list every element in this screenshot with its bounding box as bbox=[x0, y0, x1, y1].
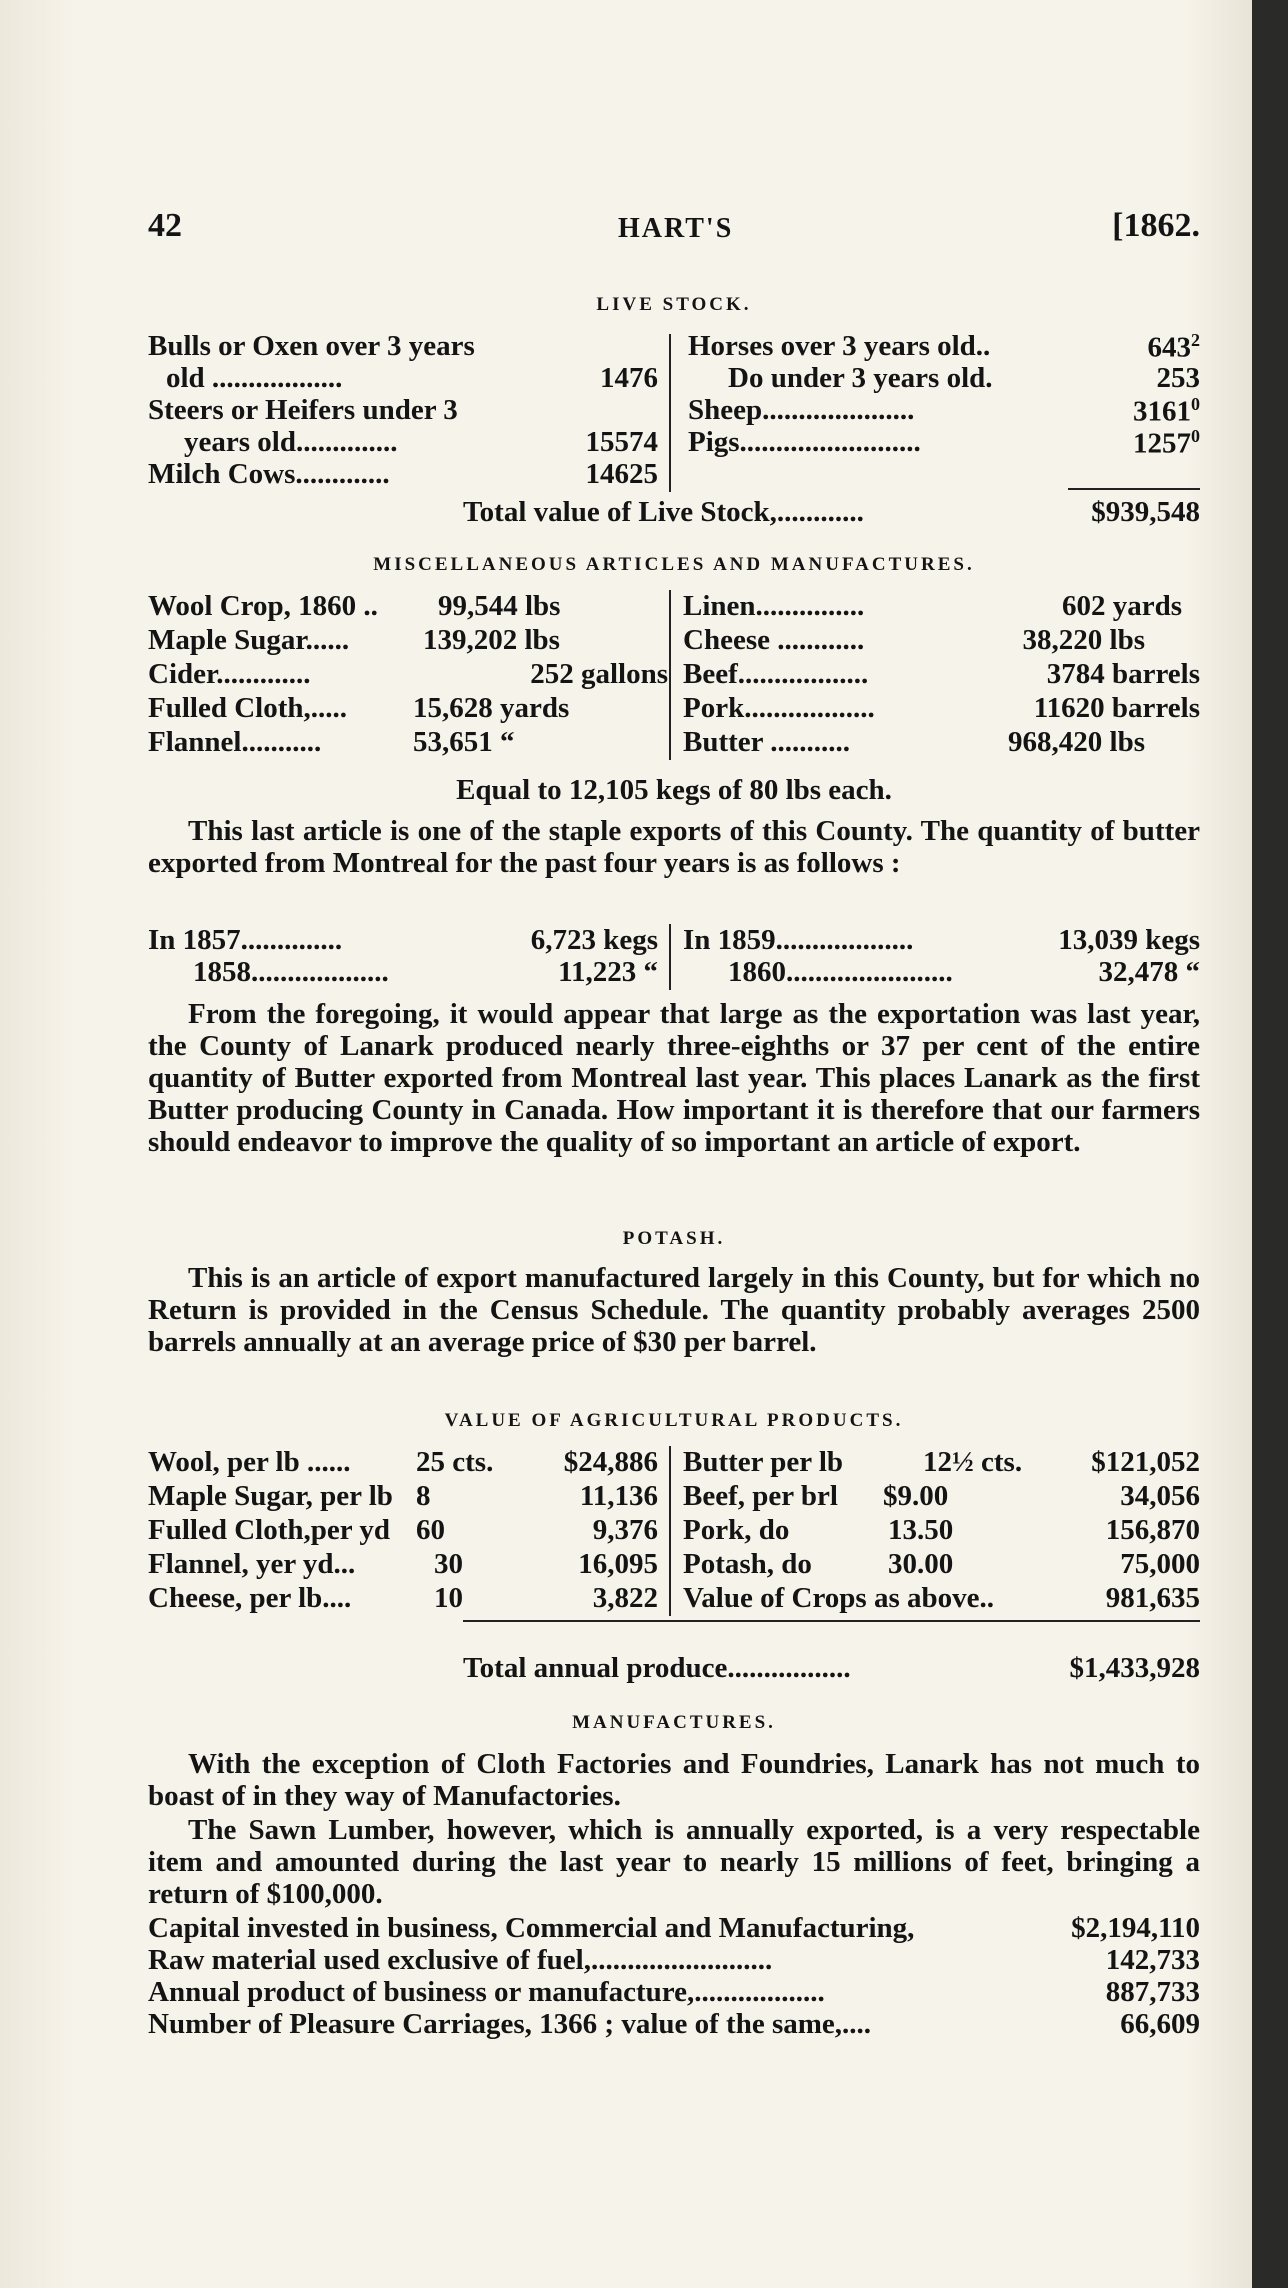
total-row: Total annual produce................. $1,433,928 bbox=[463, 1652, 1200, 1684]
table-row: Fulled Cloth,per yd 60 9,376 Pork, do 13.50 156,870 bbox=[148, 1514, 1200, 1546]
section-heading-agricultural: VALUE OF AGRICULTURAL PRODUCTS. bbox=[444, 1410, 904, 1431]
section-heading-potash: POTASH. bbox=[622, 1228, 726, 1249]
table-row: Wool, per lb ...... 25 cts. $24,886 Butter per lb 12½ cts. $121,052 bbox=[148, 1446, 1200, 1478]
table-row: Cider............. 252 gallons Beef.................. 3784 barrels bbox=[148, 658, 1200, 690]
table-row: Bulls or Oxen over 3 years Horses over 3 years old.. $643^2$ bbox=[148, 330, 1200, 364]
table-row: Steers or Heifers under 3 Sheep..................... 3161$^0$ bbox=[148, 394, 1200, 428]
table-row: Annual product of business or manufacture,.................. 887,733 bbox=[148, 1976, 1200, 2008]
table-row: Flannel, yer yd... 30 16,095 Potash, do 30.00 75,000 bbox=[148, 1548, 1200, 1580]
running-header bbox=[148, 207, 1200, 253]
table-row: 1858................... 11,223 “ 1860....................... 32,478 “ bbox=[193, 956, 1200, 988]
rule bbox=[1068, 488, 1200, 490]
table-row: old .................. 1476 Do under 3 years old. 253 bbox=[166, 362, 1200, 394]
page-edge-shadow bbox=[1252, 0, 1288, 2288]
paragraph-foregoing: From the foregoing, it would appear that large as the exportation was last year, the County of Lanark produced nearly three-eighths or 37 per cent of the entire quantity of Butter exported from Montreal last year. This places Lanark as the first Butter producing County in Canada. How important it is therefore that our farmers should endeavor to improve the quality of so important an article of export. bbox=[148, 998, 1200, 1158]
table-row: Number of Pleasure Carriages, 1366 ; value of the same,.... 66,609 bbox=[148, 2008, 1200, 2040]
table-row: Fulled Cloth,..... 15,628 yards Pork.................. 11620 barrels bbox=[148, 692, 1200, 724]
running-title: HART'S bbox=[618, 213, 734, 244]
paragraph-manufactures-1: With the exception of Cloth Factories and Foundries, Lanark has not much to boast of in they way of Manufactories. bbox=[148, 1748, 1200, 1812]
table-row: Raw material used exclusive of fuel,......................... 142,733 bbox=[148, 1944, 1200, 1976]
page-number: 42 bbox=[148, 207, 182, 244]
table-row: Milch Cows............. 14625 bbox=[148, 458, 658, 490]
table-row: Cheese, per lb.... 10 3,822 Value of Crops as above.. 981,635 bbox=[148, 1582, 1200, 1614]
table-row: Flannel........... 53,651 “ Butter ........... 968,420 lbs bbox=[148, 726, 1145, 758]
paragraph-potash: This is an article of export manufactured largely in this County, but for which no Return is provided in the Census Schedule. The quantity probably averages 2500 barrels annually at an average price of $30 per barrel. bbox=[148, 1262, 1200, 1358]
table-row: Capital invested in business, Commercial and Manufacturing, $2,194,110 bbox=[148, 1912, 1200, 1944]
table-row: Wool Crop, 1860 .. 99,544 lbs Linen............... 602 yards bbox=[148, 590, 1182, 622]
running-year: [1862. bbox=[1112, 207, 1200, 244]
table-row: In 1857.............. 6,723 kegs In 1859................... 13,039 kegs bbox=[148, 924, 1200, 956]
table-row: Maple Sugar, per lb 8 11,136 Beef, per brl $9.00 34,056 bbox=[148, 1480, 1200, 1512]
paragraph-manufactures-2: The Sawn Lumber, however, which is annually exported, is a very respectable item and amounted during the last year to nearly 15 millions of feet, bringing a return of $100,000. bbox=[148, 1814, 1200, 1910]
section-heading-misc: MISCELLANEOUS ARTICLES AND MANUFACTURES. bbox=[373, 554, 975, 575]
table-row: Maple Sugar...... 139,202 lbs Cheese ............ 38,220 lbs bbox=[148, 624, 1145, 656]
equal-line: Equal to 12,105 kegs of 80 lbs each. bbox=[456, 774, 892, 806]
paragraph-butter: This last article is one of the staple exports of this County. The quantity of butter exported from Montreal for the past four years is as follows : bbox=[148, 815, 1200, 879]
table-row: years old.............. 15574 Pigs......................... 1257$^0$ bbox=[184, 426, 1200, 460]
rule bbox=[463, 1620, 1200, 1622]
total-row: Total value of Live Stock,............ $939,548 bbox=[463, 496, 1200, 528]
section-heading-manufactures: MANUFACTURES. bbox=[572, 1712, 776, 1733]
section-heading-live-stock: LIVE STOCK. bbox=[596, 294, 752, 315]
